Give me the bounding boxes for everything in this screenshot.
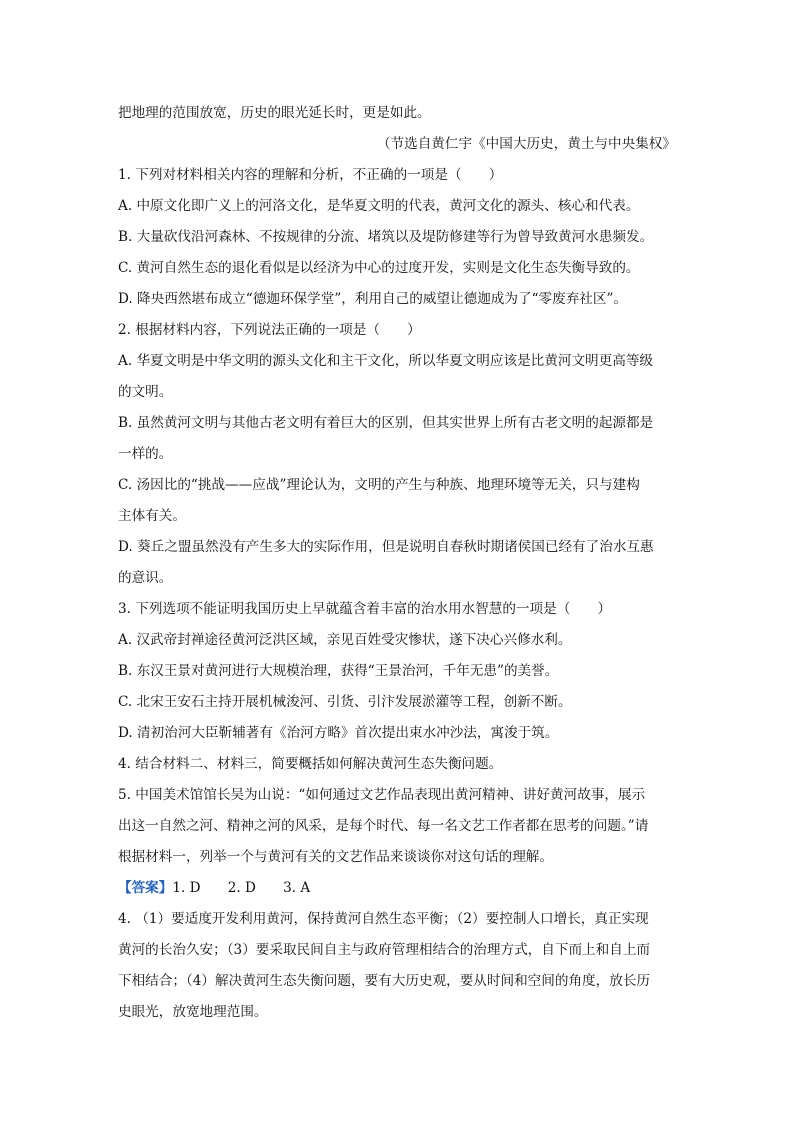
answer-q4-line: 4. （1）要适度开发利用黄河，保持黄河自然生态平衡；（2）要控制人口增长，真正实现 — [118, 911, 649, 927]
answer-tag: 【答案】 — [118, 880, 173, 896]
question-stem: 3. 下列选项不能证明我国历史上早就蕴含着丰富的治水用水智慧的一项是（ ） — [118, 601, 612, 617]
answer-q4-line: 史眼光，放宽地理范围。 — [118, 1004, 268, 1020]
option-d: D. 葵丘之盟虽然没有产生多大的实际作用，但是说明自春秋时期诸侯国已经有了治水互惠 — [118, 539, 654, 555]
answer-q4-line: 黄河的长治久安；（3）要采取民间自主与政府管理相结合的治理方式，自下而上和自上而 — [118, 942, 651, 958]
option-d: D. 清初治河大臣靳辅著有《治河方略》首次提出束水冲沙法，寓浚于筑。 — [118, 725, 559, 741]
question-stem: 1. 下列对材料相关内容的理解和分析，不正确的一项是（ ） — [118, 167, 503, 183]
option-c: C. 黄河自然生态的退化看似是以经济为中心的过度开发，实则是文化生态失衡导致的。 — [118, 260, 640, 276]
question-stem: 5. 中国美术馆馆长吴为山说：“如何通过文艺作品表现出黄河精神、讲好黄河故事，展示 — [118, 787, 646, 803]
option-d-cont: 的意识。 — [118, 570, 173, 586]
option-a: A. 中原文化即广义上的河洛文化，是华夏文明的代表，黄河文化的源头、核心和代表。 — [118, 198, 640, 214]
question-5 — [118, 780, 678, 873]
document-page — [118, 98, 678, 1028]
answer-q4-line: 下相结合；（4）解决黄河生态失衡问题，要有大历史观，要从时间和空间的角度，放长历 — [118, 973, 651, 989]
intro-line: 把地理的范围放宽，历史的眼光延长时，更是如此。 — [118, 105, 431, 121]
option-c: C. 北宋王安石主持开展机械浚河、引货、引汴发展淤灌等工程，创新不断。 — [118, 694, 572, 710]
answer-choices: 1. D 2. D 3. A — [172, 880, 311, 896]
option-a-cont: 的文明。 — [118, 384, 173, 400]
question-2 — [118, 315, 678, 594]
answer-section — [118, 873, 678, 1028]
question-3 — [118, 594, 678, 749]
option-a: A. 汉武帝封禅途径黄河泛洪区域，亲见百姓受灾惨状，遂下决心兴修水利。 — [118, 632, 572, 648]
source-citation: （节选自黄仁宇《中国大历史，黄土与中央集权》 — [376, 136, 676, 152]
question-stem: 2. 根据材料内容，下列说法正确的一项是（ ） — [118, 322, 421, 338]
question-4 — [118, 749, 678, 780]
question-1 — [118, 160, 678, 315]
option-b: B. 大量砍伐沿河森林、不按规律的分流、堵筑以及堤防修建等行为曾导致黄河水患频发。 — [118, 229, 654, 245]
question-stem-cont: 根据材料一，列举一个与黄河有关的文艺作品来谈谈你对这句话的理解。 — [118, 849, 553, 865]
option-a: A. 华夏文明是中华文明的源头文化和主干文化，所以华夏文明应该是比黄河文明更高等级 — [118, 353, 654, 369]
option-d: D. 降央西然堪布成立“德迦环保学堂”，利用自己的威望让德迦成为了“零废弃社区”。 — [118, 291, 628, 307]
option-c: C. 汤因比的“挑战——应战”理论认为，文明的产生与种族、地理环境等无关，只与建构 — [118, 477, 640, 493]
question-stem: 4. 结合材料二、材料三，简要概括如何解决黄河生态失衡问题。 — [118, 756, 503, 772]
option-b: B. 东汉王景对黄河进行大规模治理，获得“王景治河，千年无患”的美誉。 — [118, 663, 559, 679]
option-b-cont: 一样的。 — [118, 446, 173, 462]
option-b: B. 虽然黄河文明与其他古老文明有着巨大的区别，但其实世界上所有古老文明的起源都是 — [118, 415, 654, 431]
option-c-cont: 主体有关。 — [118, 508, 186, 524]
answer-line — [118, 873, 678, 904]
question-stem-cont: 出这一自然之河、精神之河的风采，是每个时代、每一名文艺工作者都在思考的问题。”请 — [118, 818, 649, 834]
